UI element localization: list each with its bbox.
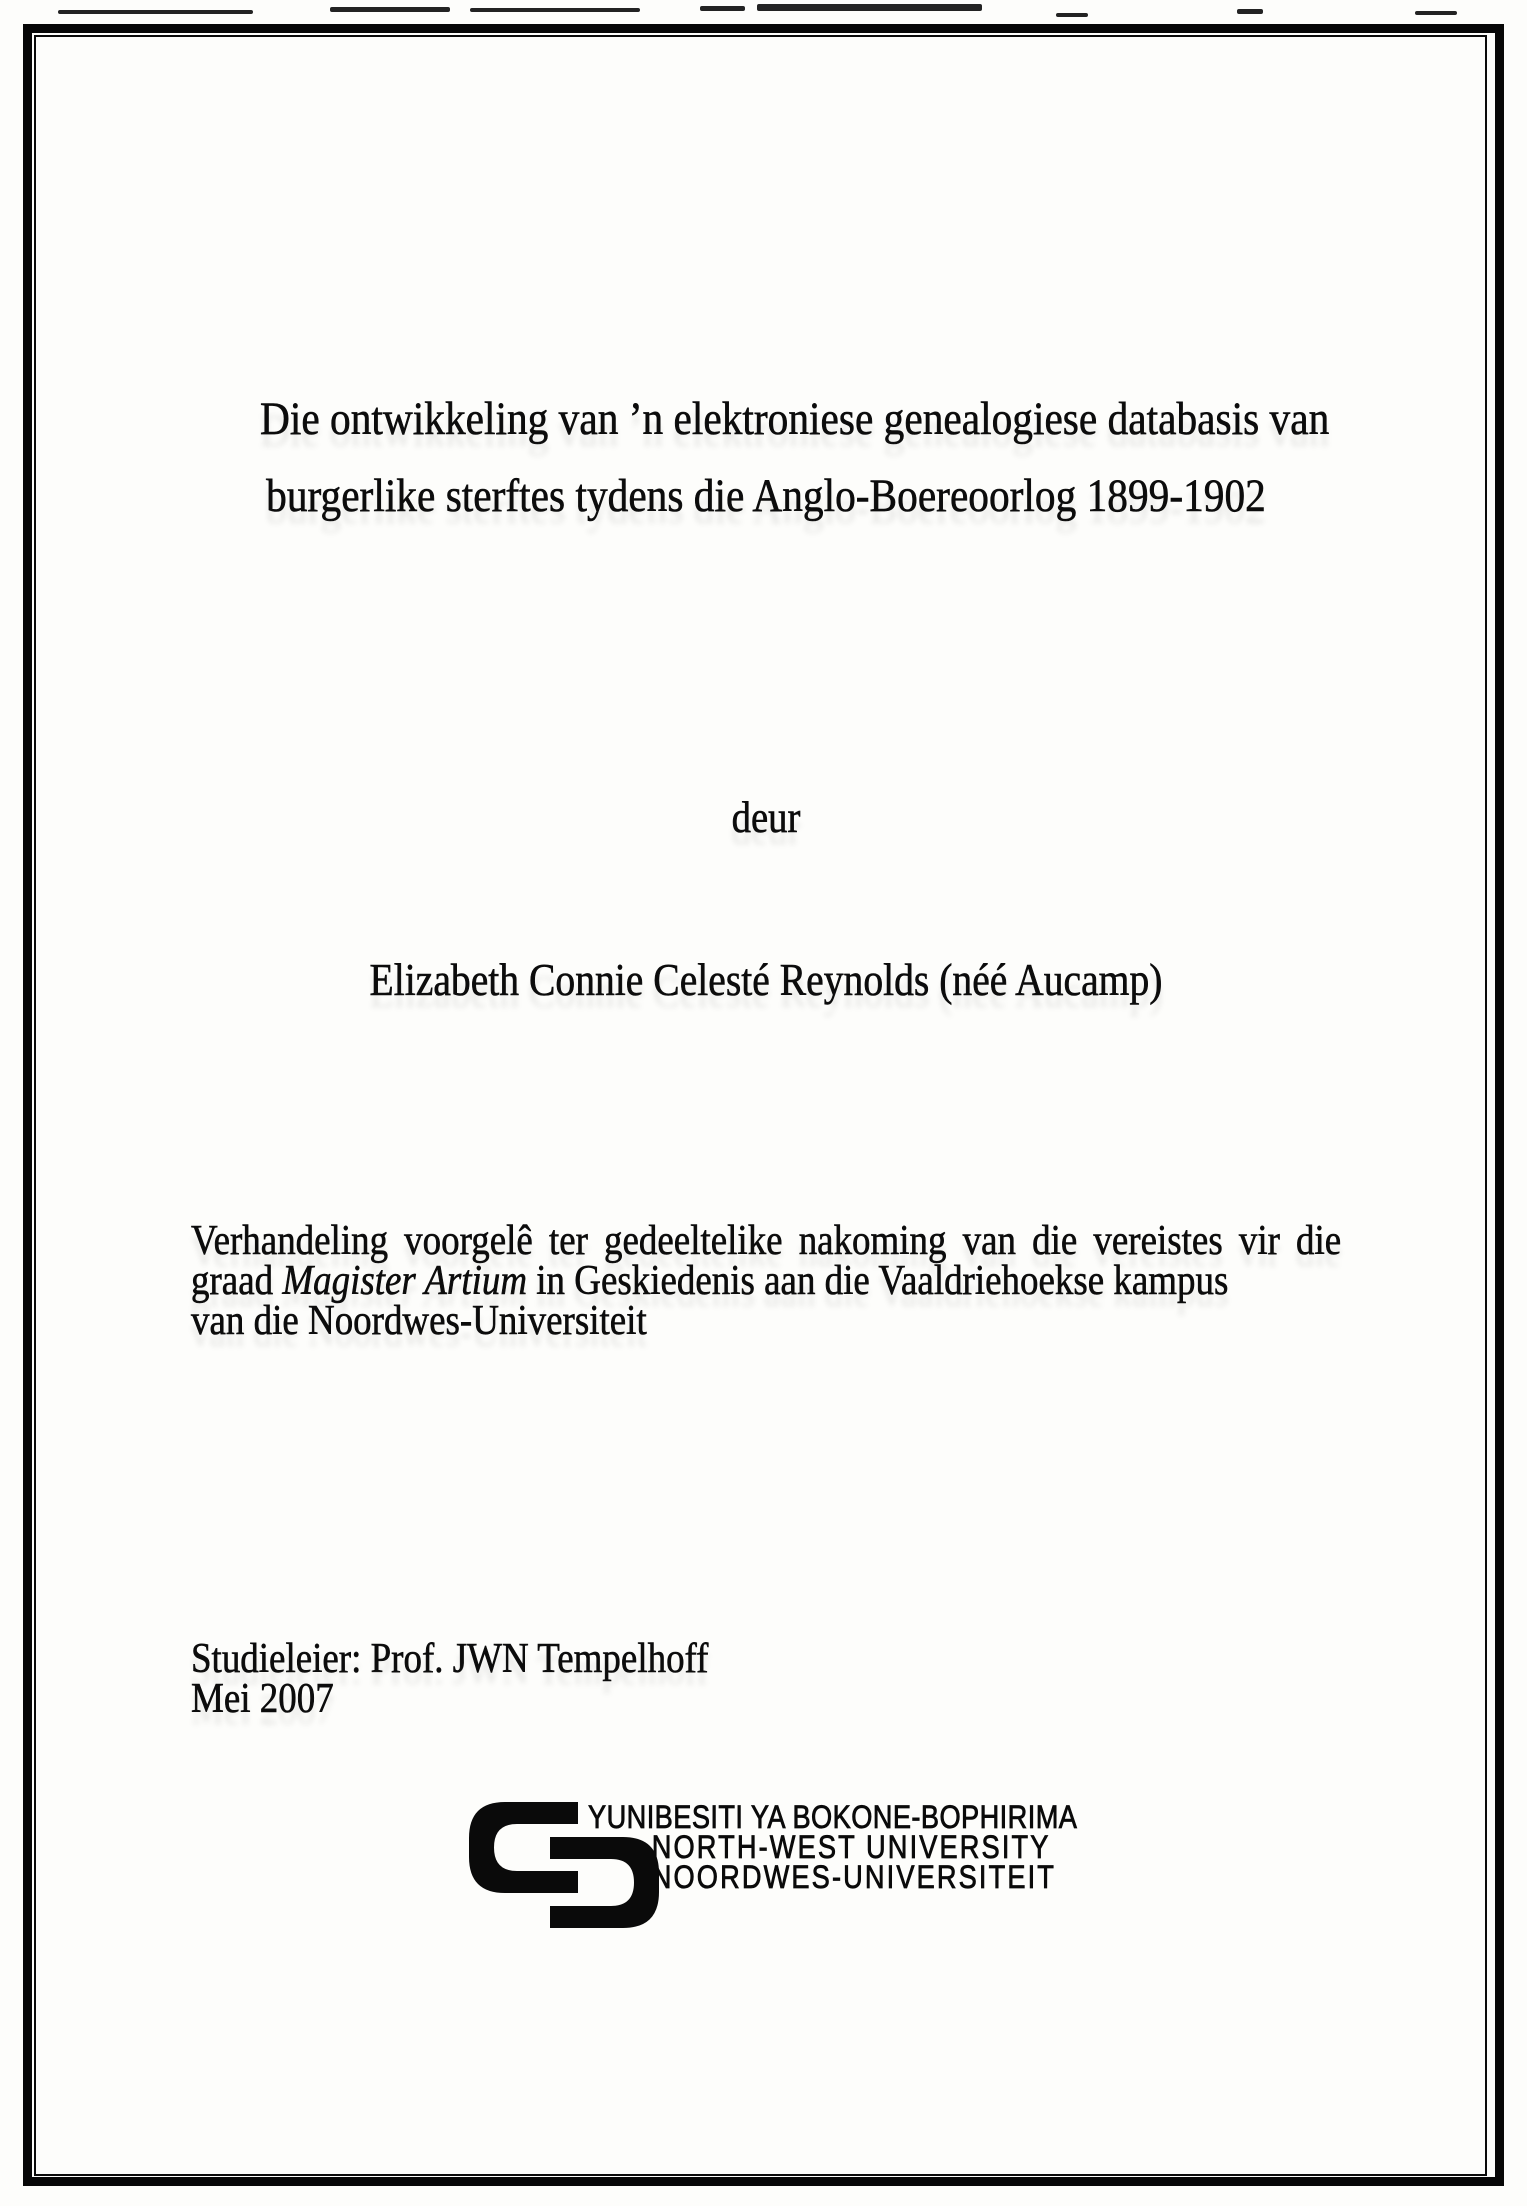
degree-statement-line-2 xyxy=(191,1258,1341,1304)
supervisor-line: Studieleier: Prof. JWN Tempelhoff xyxy=(191,1636,709,1682)
scan-noise-mark xyxy=(1237,9,1263,14)
scan-noise-mark xyxy=(58,10,253,14)
scan-noise-mark xyxy=(330,7,450,12)
scan-noise-mark xyxy=(757,4,982,11)
degree-statement xyxy=(191,1218,1342,1344)
supervisor-block xyxy=(191,1636,1341,1722)
word: van xyxy=(962,1218,1017,1264)
degree-statement-line-2-post: in Geskiedenis aan die Vaaldriehoekse kampus xyxy=(527,1258,1229,1304)
word: vir xyxy=(1238,1218,1280,1264)
scan-noise-mark xyxy=(700,6,745,11)
scan-noise-mark xyxy=(470,8,640,12)
word: voorgelê xyxy=(404,1218,533,1264)
nwu-logo-wordmark xyxy=(588,1799,1115,1895)
word: die xyxy=(1296,1218,1342,1264)
word: die xyxy=(1032,1218,1078,1264)
degree-statement-line-2-pre: graad xyxy=(191,1258,283,1304)
logo-line-english: NORTH-WEST UNIVERSITY xyxy=(651,1829,1051,1865)
thesis-title-line-2: burgerlike sterftes tydens die Anglo-Boereoorlog 1899-1902 xyxy=(266,470,1266,522)
logo-line-afrikaans: NOORDWES-UNIVERSITEIT xyxy=(651,1859,1057,1895)
date-line: Mei 2007 xyxy=(191,1676,334,1722)
word: ter xyxy=(548,1218,588,1264)
logo-line-setswana: YUNIBESITI YA BOKONE-BOPHIRIMA xyxy=(588,1799,1078,1835)
scan-noise-mark xyxy=(1415,11,1457,15)
author-name: Elizabeth Connie Celesté Reynolds (néé Aucamp) xyxy=(369,955,1163,1005)
word: gedeeltelike xyxy=(604,1218,783,1264)
word: vereistes xyxy=(1093,1218,1223,1264)
degree-statement-line-3: van die Noordwes-Universiteit xyxy=(191,1298,647,1344)
byline-label: deur xyxy=(731,793,801,842)
degree-name-italic: Magister Artium xyxy=(282,1258,528,1304)
degree-statement-line-1 xyxy=(191,1218,1342,1264)
word: Verhandeling xyxy=(191,1218,389,1264)
word: nakoming xyxy=(798,1218,947,1264)
scan-noise-mark xyxy=(1056,13,1088,17)
thesis-title-line-1: Die ontwikkeling van ’n elektroniese genealogiese databasis van xyxy=(260,393,1330,445)
